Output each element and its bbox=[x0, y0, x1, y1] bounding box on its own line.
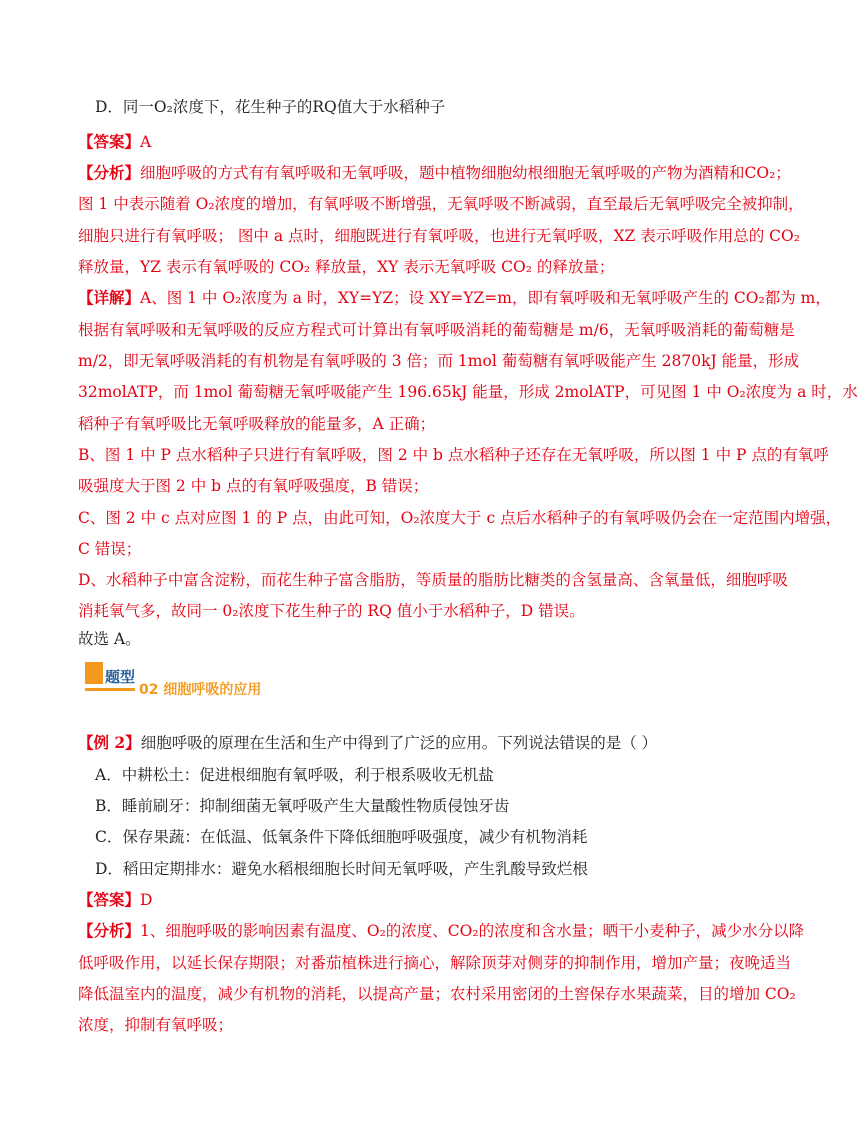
detail-line-8: C、图 2 中 c 点对应图 1 的 P 点，由此可知，O₂浓度大于 c 点后水稻种子的有氧呼吸仍会在一定范围内增强， bbox=[78, 509, 842, 527]
detail-line-1: 【详解】A、图 1 中 O₂浓度为 a 时，XY=YZ；设 XY=YZ=m，即有氧呼吸和无氧呼吸产生的 CO₂都为 m， bbox=[78, 288, 831, 307]
analysis-2-line-4: 浓度，抑制有氧呼吸； bbox=[78, 1016, 234, 1034]
analysis-1-line-2: 图 1 中表示随着 O₂浓度的增加，有氧呼吸不断增强，无氧呼吸不断减弱，直至最后无氧呼吸完全被抑制， bbox=[78, 195, 804, 213]
analysis-1-line-3: 细胞只进行有氧呼吸； 图中 a 点时，细胞既进行有氧呼吸，也进行无氧呼吸，XZ 表示呼吸作用总的 CO₂ bbox=[78, 227, 800, 245]
detail-line-11: 消耗氧气多，故同一 0₂浓度下花生种子的 RQ 值小于水稻种子，D 错误。 bbox=[78, 602, 585, 620]
option-a: A．中耕松土：促进根细胞有氧呼吸，利于根系吸收无机盐 bbox=[95, 766, 494, 784]
conclusion: 故选 A。 bbox=[78, 630, 141, 648]
section-underline bbox=[85, 688, 135, 691]
detail-line-7: 吸强度大于图 2 中 b 点的有氧呼吸强度，B 错误； bbox=[78, 477, 429, 495]
example-2-question: 【例 2】细胞呼吸的原理在生活和生产中得到了广泛的应用。下列说法错误的是（ ） bbox=[78, 733, 658, 752]
analysis-label: 【分析】 bbox=[78, 921, 141, 940]
answer-2 bbox=[78, 890, 738, 910]
section-title: 题型 bbox=[105, 668, 136, 686]
answer-value: D bbox=[140, 891, 153, 909]
analysis-2-line-1: 【分析】1、细胞呼吸的影响因素有温度、O₂的浓度、CO₂的浓度和含水量；晒干小麦种子，减少水分以降 bbox=[78, 921, 805, 940]
section-subtitle: 02 细胞呼吸的应用 bbox=[139, 682, 262, 698]
option-d-prev: D．同一O₂浓度下，花生种子的RQ值大于水稻种子 bbox=[95, 98, 446, 116]
analysis-1-line-4: 释放量，YZ 表示有氧呼吸的 CO₂ 释放量，XY 表示无氧呼吸 CO₂ 的释放量； bbox=[78, 258, 615, 276]
analysis-2-line-2: 低呼吸作用，以延长保存期限；对番茄植株进行摘心，解除顶芽对侧芽的抑制作用，增加产量；夜晚适当 bbox=[78, 954, 792, 972]
option-b: B．睡前刷牙：抑制细菌无氧呼吸产生大量酸性物质侵蚀牙齿 bbox=[95, 797, 510, 815]
detail-line-10: D、水稻种子中富含淀粉，而花生种子富含脂肪，等质量的脂肪比糖类的含氢量高、含氧量低，细胞呼吸 bbox=[78, 571, 788, 589]
answer-label: 【答案】 bbox=[78, 132, 141, 151]
detail-line-4: 32molATP，而 1mol 葡萄糖无氧呼吸能产生 196.65kJ 能量，形成 2molATP，可见图 1 中 O₂浓度为 a 时，水 bbox=[78, 383, 858, 401]
analysis-1-line-1: 【分析】细胞呼吸的方式有有氧呼吸和无氧呼吸，题中植物细胞幼根细胞无氧呼吸的产物为酒精和CO₂； bbox=[78, 163, 791, 182]
answer-label: 【答案】 bbox=[78, 890, 141, 909]
detail-line-2: 根据有氧呼吸和无氧呼吸的反应方程式可计算出有氧呼吸消耗的葡萄糖是 m/6，无氧呼吸消耗的葡萄糖是 bbox=[78, 321, 795, 339]
section-header bbox=[85, 662, 262, 698]
detail-line-5: 稻种子有氧呼吸比无氧呼吸释放的能量多，A 正确； bbox=[78, 415, 436, 433]
option-d: D．稻田定期排水：避免水稻根细胞长时间无氧呼吸，产生乳酸导致烂根 bbox=[95, 860, 588, 878]
answer-value: A bbox=[140, 133, 152, 151]
option-c: C．保存果蔬：在低温、低氧条件下降低细胞呼吸强度，减少有机物消耗 bbox=[95, 828, 588, 846]
analysis-label: 【分析】 bbox=[78, 163, 141, 182]
analysis-2-line-3: 降低温室内的温度，减少有机物的消耗，以提高产量；农村采用密闭的土窖保存水果蔬菜，目的增加 CO₂ bbox=[78, 985, 796, 1003]
detail-label: 【详解】 bbox=[78, 288, 141, 307]
detail-line-6: B、图 1 中 P 点水稻种子只进行有氧呼吸，图 2 中 b 点水稻种子还存在无氧呼吸，所以图 1 中 P 点的有氧呼 bbox=[78, 446, 829, 464]
detail-line-9: C 错误； bbox=[78, 540, 142, 558]
answer-1 bbox=[78, 132, 738, 152]
section-marker bbox=[85, 662, 103, 686]
detail-line-3: m/2，即无氧呼吸消耗的有机物是有氧呼吸的 3 倍；而 1mol 葡萄糖有氧呼吸能产生 2870kJ 能量，形成 bbox=[78, 352, 800, 370]
example-label: 【例 2】 bbox=[78, 733, 141, 752]
